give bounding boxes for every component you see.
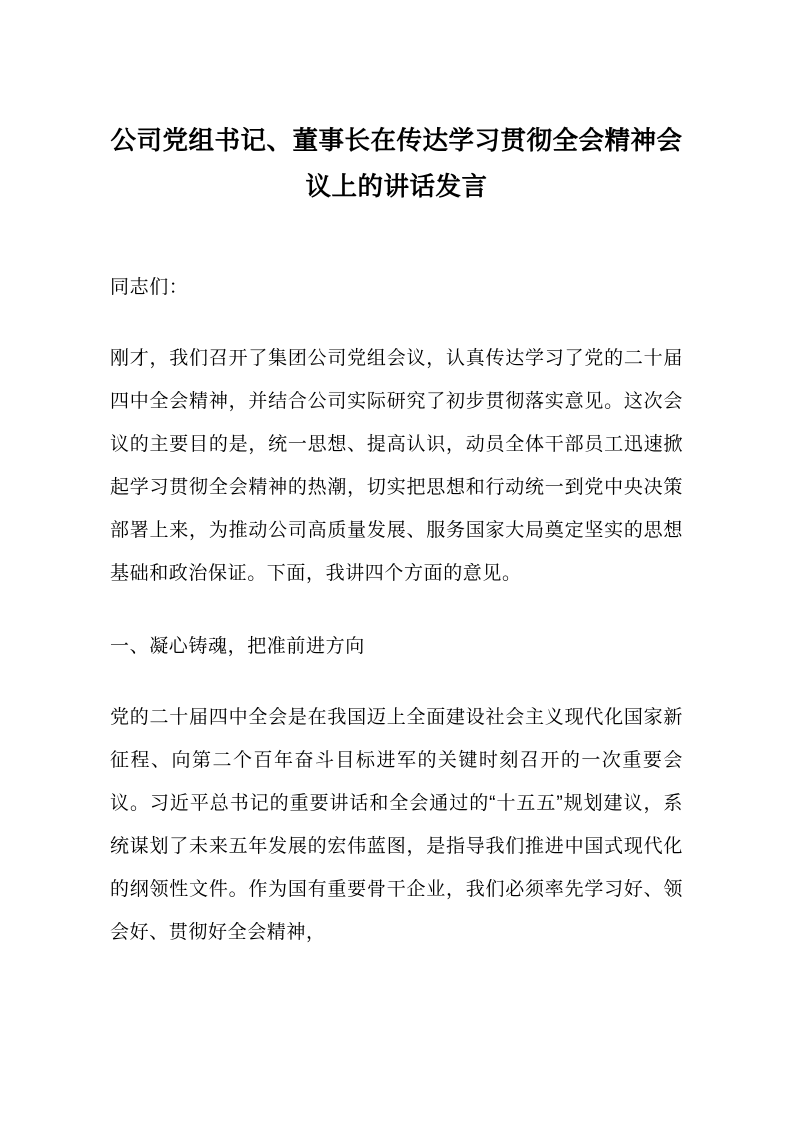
paragraph-section-one-body: 党的二十届四中全会是在我国迈上全面建设社会主义现代化国家新征程、向第二个百年奋斗目标进军的关键时刻召开的一次重要会议。习近平总书记的重要讲话和全会通过的“十五五”规划建议，系统谋划了未来五年发展的宏伟蓝图，是指导我们推进中国式现代化的纲领性文件。作为国有重要骨干企业，我们必须率先学习好、领会好、贯彻好全会精神，: [110, 707, 683, 943]
document-body: [110, 266, 683, 954]
document-title: 公司党组书记、董事长在传达学习贯彻全会精神会议上的讲话发言: [110, 127, 683, 201]
paragraph-salutation: 同志们：: [110, 277, 189, 298]
paragraph-opening: 刚才，我们召开了集团公司党组会议，认真传达学习了党的二十届四中全会精神，并结合公司实际研究了初步贯彻落实意见。这次会议的主要目的是，统一思想、提高认识，动员全体干部员工迅速掀起学习贯彻全会精神的热潮，切实把思想和行动统一到党中央决策部署上来，为推动公司高质量发展、服务国家大局奠定坚实的思想基础和政治保证。下面，我讲四个方面的意见。: [110, 348, 683, 584]
section-heading-one: 一、凝心铸魂，把准前进方向: [110, 636, 365, 657]
